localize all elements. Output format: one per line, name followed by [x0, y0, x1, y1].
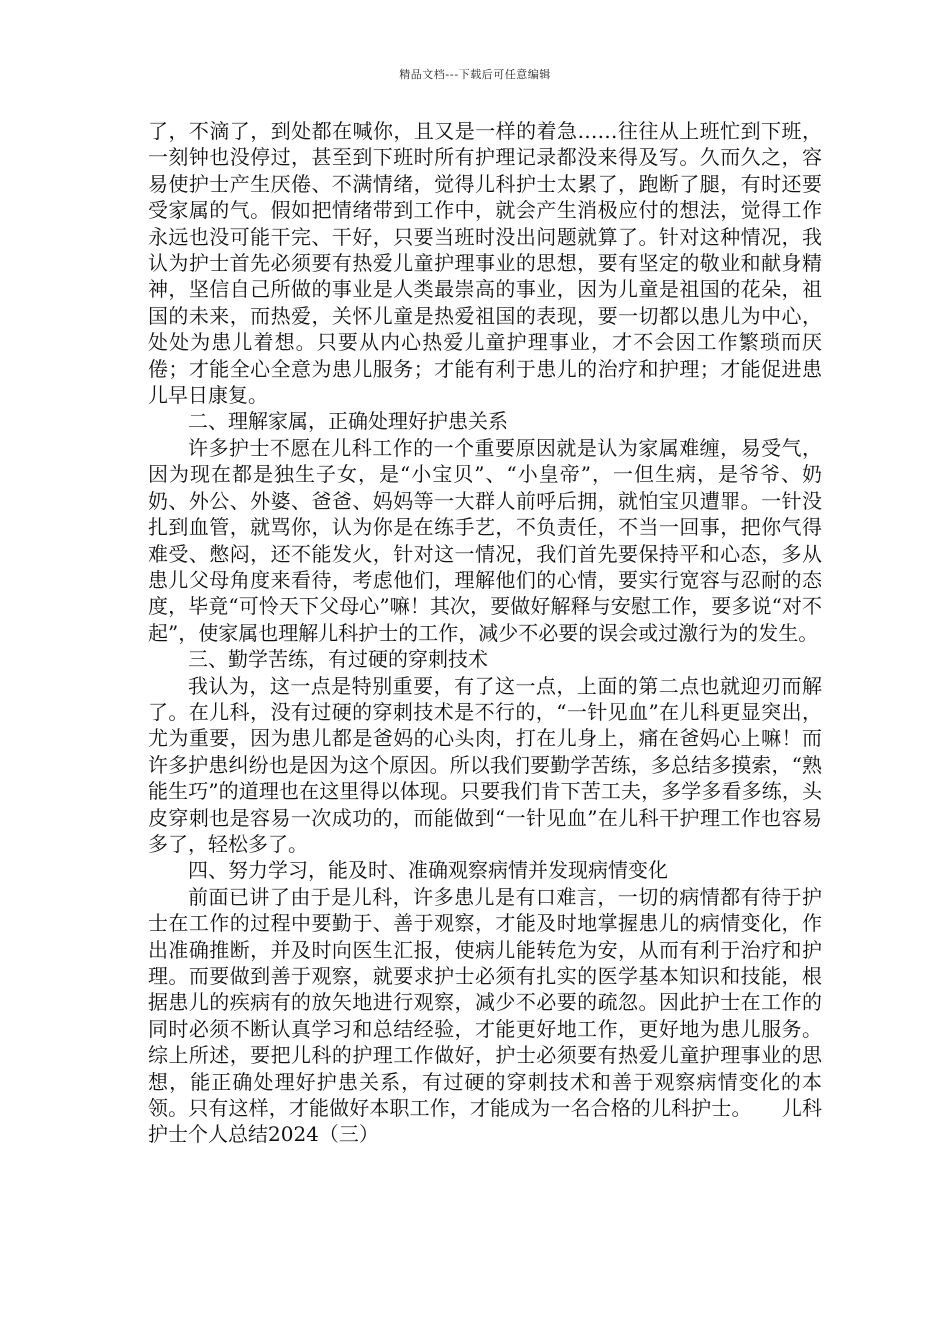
section-heading: 四、努力学习，能及时、准确观察病情并发现病情变化	[188, 858, 668, 883]
section-heading: 二、理解家属，正确处理好护患关系	[188, 409, 508, 434]
paragraph: 了，不滴了，到处都在喊你，且又是一样的着急……往往从上班忙到下班，一刻钟也没停过，甚至到下班时所有护理记录都没来得及写。久而久之，容易使护士产生厌倦、不满情绪，觉得儿科护士太累了，跑断了腿，有时还要受家属的气。假如把情绪带到工作中，就会产生消极应付的想法，觉得工作永远也没可能干完、干好，只要当班时没出问题就算了。针对这种情况，我认为护士首先必须要有热爱儿童护理事业的思想，要有坚定的敬业和献身精神，坚信自己所做的事业是人类最崇高的事业，因为儿童是祖国的花朵，祖国的未来，而热爱，关怀儿童是热爱祖国的表现，要一切都以患儿为中心，处处为患儿着想。只要从内心热爱儿童护理事业，才不会因工作繁琐而厌倦；才能全心全意为患儿服务；才能有利于患儿的治疗和护理；才能促进患儿早日康复。	[148, 119, 822, 408]
section-heading: 三、勤学苦练，有过硬的穿刺技术	[188, 647, 488, 672]
paragraph: 前面已讲了由于是儿科，许多患儿是有口难言，一切的病情都有待于护士在工作的过程中要勤于、善于观察，才能及时地掌握患儿的病情变化，作出准确推断，并及时向医生汇报，使病儿能转危为安，从而有利于治疗和护理。而要做到善于观察，就要求护士必须有扎实的医学基本知识和技能，根据患儿的疾病有的放矢地进行观察，减少不必要的疏忽。因此护士在工作的同时必须不断认真学习和总结经验，才能更好地工作，更好地为患儿服务。综上所述，要把儿科的护理工作做好，护士必须要有热爱儿童护理事业的思想，能正确处理好护患关系，有过硬的穿刺技术和善于观察病情变化的本领。只有这样，才能做好本职工作，才能成为一名合格的儿科护士。 儿科护士个人总结2024（三）	[148, 884, 822, 1147]
document-body	[148, 118, 822, 1148]
paragraph: 我认为，这一点是特别重要，有了这一点，上面的第二点也就迎刃而解了。在儿科，没有过硬的穿刺技术是不行的，“一针见血”在儿科更显突出，尤为重要，因为患儿都是爸妈的心头肉，打在儿身上，痛在爸妈心上嘛！而许多护患纠纷也是因为这个原因。所以我们要勤学苦练，多总结多摸索，“熟能生巧”的道理也在这里得以体现。只要我们肯下苦工夫，多学多看多练，头皮穿刺也是容易一次成功的，而能做到“一针见血”在儿科干护理工作也容易多了，轻松多了。	[148, 673, 822, 856]
page-header: 精品文档---下载后可任意编辑	[399, 68, 551, 81]
paragraph: 许多护士不愿在儿科工作的一个重要原因就是认为家属难缠，易受气，因为现在都是独生子女，是“小宝贝”、“小皇帝”，一但生病，是爷爷、奶奶、外公、外婆、爸爸、妈妈等一大群人前呼后拥，就怕宝贝遭罪。一针没扎到血管，就骂你，认为你是在练手艺，不负责任，不当一回事，把你气得难受、憋闷，还不能发火，针对这一情况，我们首先要保持平和心态，多从患儿父母角度来看待，考虑他们，理解他们的心情，要实行宽容与忍耐的态度，毕竟“可怜天下父母心”嘛！其次，要做好解释与安慰工作，要多说“对不起”，使家属也理解儿科护士的工作，减少不必要的误会或过激行为的发生。	[148, 435, 822, 645]
